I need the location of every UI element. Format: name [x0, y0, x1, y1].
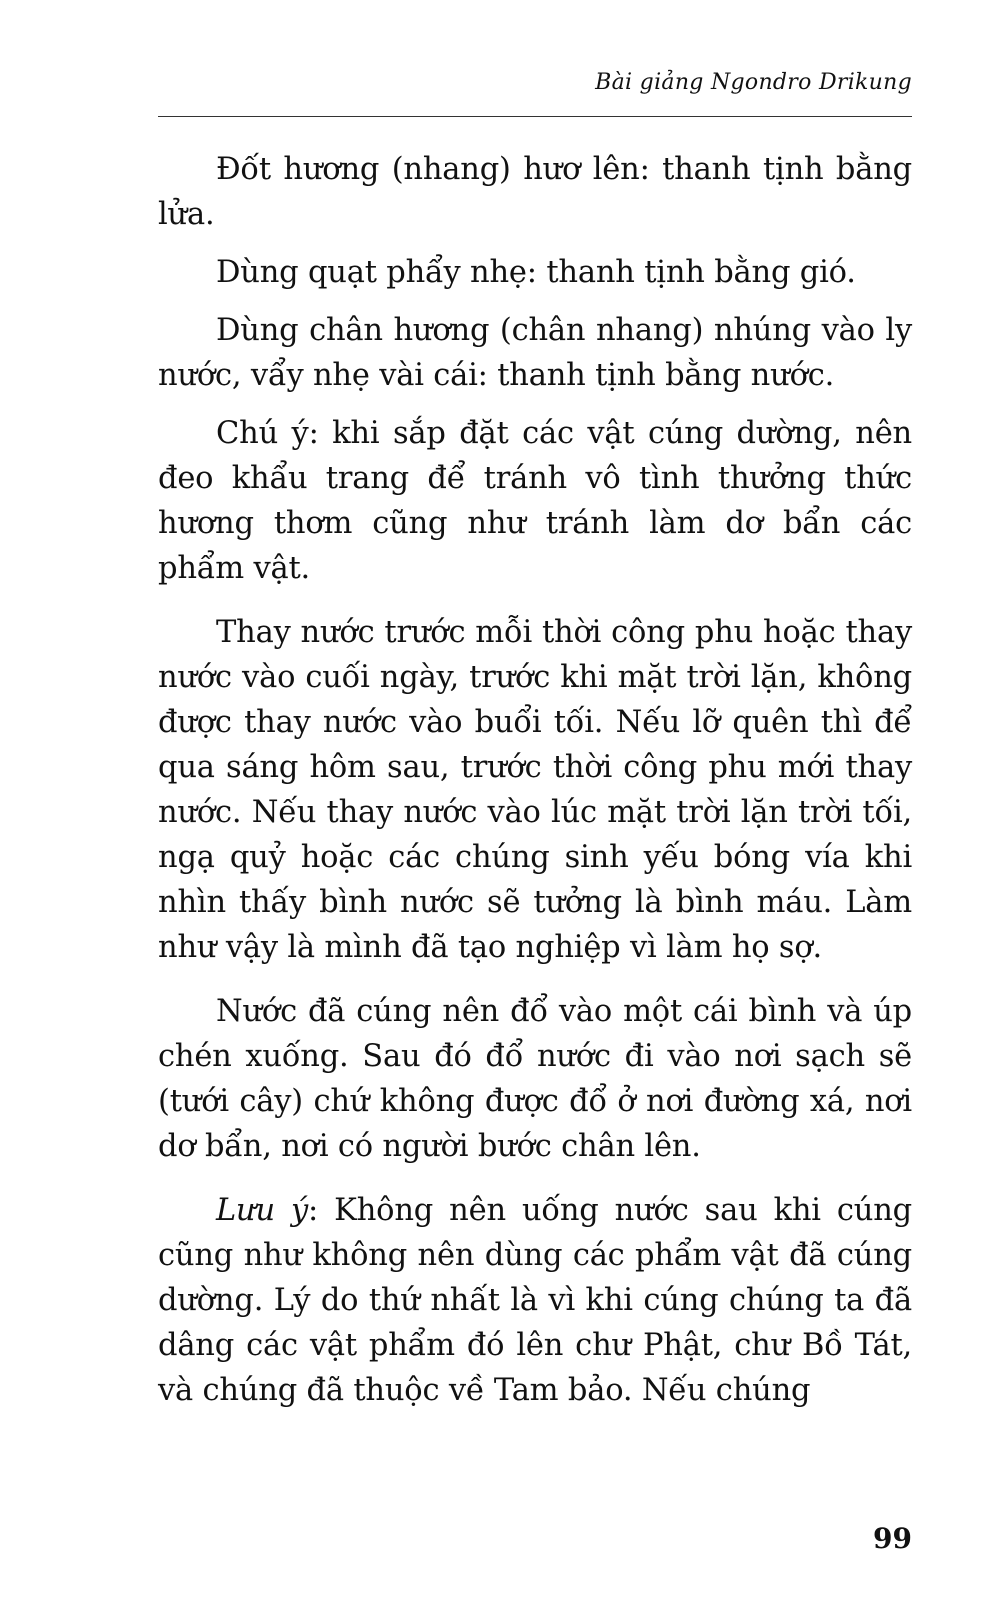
- paragraph-note-mask: Chú ý: khi sắp đặt các vật cúng dường, nên đeo khẩu trang để tránh vô tình thưởng thức hương thơm cũng như tránh làm dơ bẩn các phẩm vật.: [158, 416, 912, 586]
- paragraph-changing-water: Thay nước trước mỗi thời công phu hoặc thay nước vào cuối ngày, trước khi mặt trời lặn, không được thay nước vào buổi tối. Nếu lỡ quên thì để qua sáng hôm sau, trước thời công phu mới thay nước. Nếu thay nước vào lúc mặt trời lặn trời tối, ngạ quỷ hoặc các chúng sinh yếu bóng vía khi nhìn thấy bình nước sẽ tưởng là bình máu. Làm như vậy là mình đã tạo nghiệp vì làm họ sợ.: [158, 615, 912, 965]
- paragraph-wind-purification: Dùng quạt phẩy nhẹ: thanh tịnh bằng gió.: [216, 255, 856, 290]
- header-divider: [158, 116, 912, 117]
- paragraph-fire-purification: Đốt hương (nhang) hươ lên: thanh tịnh bằng lửa.: [158, 152, 912, 232]
- page-number: 99: [873, 1522, 912, 1555]
- page-body: [158, 147, 912, 1426]
- caution-text: : Không nên uống nước sau khi cúng cũng như không nên dùng các phẩm vật đã cúng dường. Lý do thứ nhất là vì khi cúng chúng ta đã dâng các vật phẩm đó lên chư Phật, chư Bồ Tát, và chúng đã thuộc về Tam bảo. Nếu chúng: [158, 1193, 913, 1408]
- paragraph-water-purification: Dùng chân hương (chân nhang) nhúng vào ly nước, vẩy nhẹ vài cái: thanh tịnh bằng nước.: [158, 313, 912, 393]
- paragraph-disposing-water: Nước đã cúng nên đổ vào một cái bình và úp chén xuống. Sau đó đổ nước đi vào nơi sạch sẽ (tưới cây) chứ không được đổ ở nơi đường xá, nơi dơ bẩn, nơi có người bước chân lên.: [158, 994, 912, 1164]
- running-header: Bài giảng Ngondro Drikung: [595, 70, 912, 95]
- caution-label: Lưu ý: [216, 1193, 309, 1228]
- paragraph-caution: [158, 1188, 912, 1413]
